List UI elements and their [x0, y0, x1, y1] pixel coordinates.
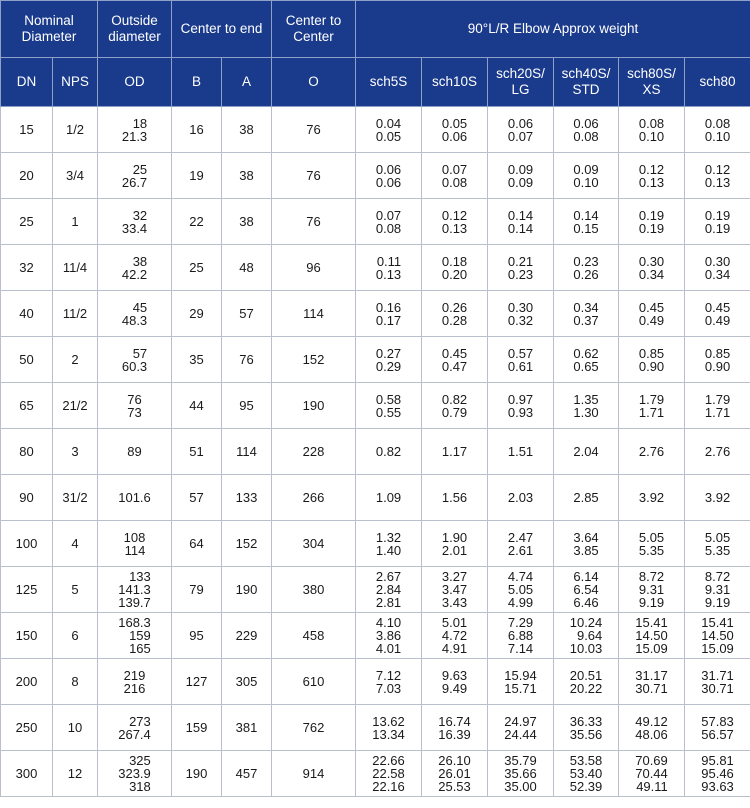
- table-row: [1, 337, 750, 383]
- cell-sch80: 2.76: [685, 429, 750, 475]
- table-row: [1, 475, 750, 521]
- cell-o: 266: [272, 475, 356, 521]
- cell-sch80s: 8.72 9.31 9.19: [619, 567, 685, 613]
- cell-o: 96: [272, 245, 356, 291]
- cell-sch10s: 1.90 2.01: [422, 521, 488, 567]
- cell-sch40s: 36.33 35.56: [554, 705, 619, 751]
- header-weight-title: 90°L/R Elbow Approx weight: [356, 1, 750, 58]
- cell-o: 380: [272, 567, 356, 613]
- cell-sch80s: 70.69 70.44 49.11: [619, 751, 685, 797]
- cell-sch80s: 0.45 0.49: [619, 291, 685, 337]
- cell-sch5s: 0.04 0.05: [356, 107, 422, 153]
- cell-sch80s: 3.92: [619, 475, 685, 521]
- cell-sch10s: 0.05 0.06: [422, 107, 488, 153]
- header-nps: NPS: [53, 58, 98, 107]
- cell-dn: 150: [1, 613, 53, 659]
- cell-o: 762: [272, 705, 356, 751]
- header-sch80: sch80: [685, 58, 750, 107]
- cell-sch80: 0.85 0.90: [685, 337, 750, 383]
- cell-dn: 65: [1, 383, 53, 429]
- table-row: [1, 245, 750, 291]
- cell-sch40s: 3.64 3.85: [554, 521, 619, 567]
- cell-sch10s: 0.07 0.08: [422, 153, 488, 199]
- table-row: [1, 705, 750, 751]
- cell-sch5s: 0.06 0.06: [356, 153, 422, 199]
- cell-sch20s: 0.97 0.93: [488, 383, 554, 429]
- cell-o: 152: [272, 337, 356, 383]
- cell-sch10s: 9.63 9.49: [422, 659, 488, 705]
- cell-o: 228: [272, 429, 356, 475]
- header-sch80s: sch80S/ XS: [619, 58, 685, 107]
- cell-sch10s: 0.82 0.79: [422, 383, 488, 429]
- table-row: [1, 107, 750, 153]
- table-row: [1, 659, 750, 705]
- cell-sch20s: 0.21 0.23: [488, 245, 554, 291]
- header-o: O: [272, 58, 356, 107]
- cell-od: 89: [98, 429, 172, 475]
- cell-sch80: 0.45 0.49: [685, 291, 750, 337]
- cell-od: 325 323.9 318: [98, 751, 172, 797]
- cell-nps: 3/4: [53, 153, 98, 199]
- cell-sch80: 31.71 30.71: [685, 659, 750, 705]
- cell-sch5s: 0.07 0.08: [356, 199, 422, 245]
- cell-sch80: 3.92: [685, 475, 750, 521]
- cell-a: 48: [222, 245, 272, 291]
- cell-od: 32 33.4: [98, 199, 172, 245]
- cell-od: 25 26.7: [98, 153, 172, 199]
- cell-dn: 15: [1, 107, 53, 153]
- cell-nps: 1/2: [53, 107, 98, 153]
- cell-b: 79: [172, 567, 222, 613]
- cell-nps: 11/4: [53, 245, 98, 291]
- table-row: [1, 291, 750, 337]
- cell-a: 95: [222, 383, 272, 429]
- cell-dn: 125: [1, 567, 53, 613]
- cell-o: 114: [272, 291, 356, 337]
- cell-dn: 300: [1, 751, 53, 797]
- header-nominal-diameter: Nominal Diameter: [1, 1, 98, 58]
- cell-sch40s: 2.04: [554, 429, 619, 475]
- cell-sch40s: 0.09 0.10: [554, 153, 619, 199]
- cell-sch80s: 31.17 30.71: [619, 659, 685, 705]
- cell-sch20s: 2.03: [488, 475, 554, 521]
- table-body: [1, 107, 750, 797]
- cell-od: 38 42.2: [98, 245, 172, 291]
- cell-sch20s: 0.06 0.07: [488, 107, 554, 153]
- cell-sch80: 0.30 0.34: [685, 245, 750, 291]
- cell-sch80s: 2.76: [619, 429, 685, 475]
- cell-nps: 10: [53, 705, 98, 751]
- cell-sch80: 0.08 0.10: [685, 107, 750, 153]
- cell-od: 273 267.4: [98, 705, 172, 751]
- cell-dn: 32: [1, 245, 53, 291]
- cell-o: 76: [272, 153, 356, 199]
- cell-sch80: 5.05 5.35: [685, 521, 750, 567]
- cell-dn: 20: [1, 153, 53, 199]
- cell-o: 610: [272, 659, 356, 705]
- header-center-to-center: Center to Center: [272, 1, 356, 58]
- cell-od: 76 73: [98, 383, 172, 429]
- cell-nps: 5: [53, 567, 98, 613]
- cell-b: 95: [172, 613, 222, 659]
- cell-sch80: 0.19 0.19: [685, 199, 750, 245]
- cell-dn: 250: [1, 705, 53, 751]
- cell-b: 64: [172, 521, 222, 567]
- cell-nps: 3: [53, 429, 98, 475]
- cell-od: 18 21.3: [98, 107, 172, 153]
- table-row: [1, 153, 750, 199]
- cell-sch5s: 22.66 22.58 22.16: [356, 751, 422, 797]
- cell-sch40s: 1.35 1.30: [554, 383, 619, 429]
- cell-od: 168.3 159 165: [98, 613, 172, 659]
- cell-sch5s: 4.10 3.86 4.01: [356, 613, 422, 659]
- cell-sch20s: 35.79 35.66 35.00: [488, 751, 554, 797]
- cell-sch80s: 0.12 0.13: [619, 153, 685, 199]
- cell-od: 133 141.3 139.7: [98, 567, 172, 613]
- cell-nps: 12: [53, 751, 98, 797]
- cell-sch80s: 1.79 1.71: [619, 383, 685, 429]
- header-dn: DN: [1, 58, 53, 107]
- header-sch40s: sch40S/ STD: [554, 58, 619, 107]
- cell-sch5s: 0.16 0.17: [356, 291, 422, 337]
- cell-sch80s: 0.08 0.10: [619, 107, 685, 153]
- cell-od: 101.6: [98, 475, 172, 521]
- cell-od: 108 114: [98, 521, 172, 567]
- cell-a: 190: [222, 567, 272, 613]
- cell-sch20s: 0.09 0.09: [488, 153, 554, 199]
- cell-sch10s: 0.12 0.13: [422, 199, 488, 245]
- cell-a: 381: [222, 705, 272, 751]
- cell-sch5s: 0.82: [356, 429, 422, 475]
- cell-b: 44: [172, 383, 222, 429]
- table-row: [1, 199, 750, 245]
- cell-od: 219 216: [98, 659, 172, 705]
- cell-nps: 21/2: [53, 383, 98, 429]
- cell-sch5s: 0.11 0.13: [356, 245, 422, 291]
- cell-sch20s: 2.47 2.61: [488, 521, 554, 567]
- header-sch5s: sch5S: [356, 58, 422, 107]
- cell-dn: 90: [1, 475, 53, 521]
- cell-nps: 11/2: [53, 291, 98, 337]
- cell-nps: 2: [53, 337, 98, 383]
- cell-dn: 200: [1, 659, 53, 705]
- cell-a: 152: [222, 521, 272, 567]
- cell-sch20s: 15.94 15.71: [488, 659, 554, 705]
- cell-sch20s: 24.97 24.44: [488, 705, 554, 751]
- header-center-to-end: Center to end: [172, 1, 272, 58]
- table-row: [1, 613, 750, 659]
- cell-sch20s: 0.30 0.32: [488, 291, 554, 337]
- cell-sch80s: 49.12 48.06: [619, 705, 685, 751]
- cell-b: 25: [172, 245, 222, 291]
- cell-a: 76: [222, 337, 272, 383]
- cell-sch20s: 0.57 0.61: [488, 337, 554, 383]
- cell-sch10s: 26.10 26.01 25.53: [422, 751, 488, 797]
- cell-sch5s: 7.12 7.03: [356, 659, 422, 705]
- table-row: [1, 567, 750, 613]
- table-row: [1, 751, 750, 797]
- cell-dn: 80: [1, 429, 53, 475]
- cell-b: 19: [172, 153, 222, 199]
- cell-sch5s: 0.58 0.55: [356, 383, 422, 429]
- cell-sch10s: 0.45 0.47: [422, 337, 488, 383]
- cell-sch5s: 0.27 0.29: [356, 337, 422, 383]
- header-b: B: [172, 58, 222, 107]
- table-row: [1, 521, 750, 567]
- cell-nps: 6: [53, 613, 98, 659]
- cell-o: 190: [272, 383, 356, 429]
- cell-sch80: 1.79 1.71: [685, 383, 750, 429]
- header-od: OD: [98, 58, 172, 107]
- cell-nps: 31/2: [53, 475, 98, 521]
- cell-sch20s: 1.51: [488, 429, 554, 475]
- cell-dn: 25: [1, 199, 53, 245]
- cell-sch10s: 1.56: [422, 475, 488, 521]
- cell-sch20s: 0.14 0.14: [488, 199, 554, 245]
- cell-a: 38: [222, 107, 272, 153]
- cell-sch40s: 0.23 0.26: [554, 245, 619, 291]
- cell-a: 229: [222, 613, 272, 659]
- cell-sch80: 15.41 14.50 15.09: [685, 613, 750, 659]
- cell-o: 458: [272, 613, 356, 659]
- cell-od: 57 60.3: [98, 337, 172, 383]
- cell-b: 35: [172, 337, 222, 383]
- cell-sch5s: 1.32 1.40: [356, 521, 422, 567]
- cell-a: 305: [222, 659, 272, 705]
- cell-b: 57: [172, 475, 222, 521]
- header-a: A: [222, 58, 272, 107]
- cell-a: 57: [222, 291, 272, 337]
- table-row: [1, 429, 750, 475]
- cell-o: 304: [272, 521, 356, 567]
- cell-o: 76: [272, 199, 356, 245]
- cell-b: 16: [172, 107, 222, 153]
- cell-sch5s: 1.09: [356, 475, 422, 521]
- table-row: [1, 383, 750, 429]
- cell-sch80s: 0.85 0.90: [619, 337, 685, 383]
- cell-b: 127: [172, 659, 222, 705]
- cell-sch40s: 0.34 0.37: [554, 291, 619, 337]
- cell-sch80s: 0.30 0.34: [619, 245, 685, 291]
- cell-dn: 40: [1, 291, 53, 337]
- cell-sch40s: 20.51 20.22: [554, 659, 619, 705]
- cell-sch80s: 15.41 14.50 15.09: [619, 613, 685, 659]
- header-sch20s: sch20S/ LG: [488, 58, 554, 107]
- cell-dn: 50: [1, 337, 53, 383]
- cell-a: 457: [222, 751, 272, 797]
- cell-b: 190: [172, 751, 222, 797]
- header-outside-diameter: Outside diameter: [98, 1, 172, 58]
- cell-b: 159: [172, 705, 222, 751]
- cell-sch80: 95.81 95.46 93.63: [685, 751, 750, 797]
- cell-sch80: 8.72 9.31 9.19: [685, 567, 750, 613]
- cell-o: 914: [272, 751, 356, 797]
- cell-nps: 4: [53, 521, 98, 567]
- cell-b: 22: [172, 199, 222, 245]
- cell-sch40s: 53.58 53.40 52.39: [554, 751, 619, 797]
- cell-sch80: 57.83 56.57: [685, 705, 750, 751]
- cell-sch10s: 5.01 4.72 4.91: [422, 613, 488, 659]
- cell-sch80: 0.12 0.13: [685, 153, 750, 199]
- cell-sch40s: 2.85: [554, 475, 619, 521]
- cell-sch20s: 7.29 6.88 7.14: [488, 613, 554, 659]
- cell-a: 133: [222, 475, 272, 521]
- cell-sch80s: 0.19 0.19: [619, 199, 685, 245]
- cell-sch20s: 4.74 5.05 4.99: [488, 567, 554, 613]
- cell-nps: 8: [53, 659, 98, 705]
- cell-b: 51: [172, 429, 222, 475]
- cell-o: 76: [272, 107, 356, 153]
- cell-sch5s: 13.62 13.34: [356, 705, 422, 751]
- cell-sch40s: 0.06 0.08: [554, 107, 619, 153]
- cell-sch10s: 0.26 0.28: [422, 291, 488, 337]
- cell-a: 114: [222, 429, 272, 475]
- header-sch10s: sch10S: [422, 58, 488, 107]
- cell-nps: 1: [53, 199, 98, 245]
- cell-od: 45 48.3: [98, 291, 172, 337]
- cell-a: 38: [222, 199, 272, 245]
- cell-sch5s: 2.67 2.84 2.81: [356, 567, 422, 613]
- cell-dn: 100: [1, 521, 53, 567]
- cell-sch10s: 16.74 16.39: [422, 705, 488, 751]
- cell-sch40s: 6.14 6.54 6.46: [554, 567, 619, 613]
- cell-sch80s: 5.05 5.35: [619, 521, 685, 567]
- cell-sch40s: 10.24 9.64 10.03: [554, 613, 619, 659]
- cell-sch10s: 0.18 0.20: [422, 245, 488, 291]
- cell-sch10s: 1.17: [422, 429, 488, 475]
- cell-sch40s: 0.62 0.65: [554, 337, 619, 383]
- cell-b: 29: [172, 291, 222, 337]
- cell-sch10s: 3.27 3.47 3.43: [422, 567, 488, 613]
- cell-a: 38: [222, 153, 272, 199]
- cell-sch40s: 0.14 0.15: [554, 199, 619, 245]
